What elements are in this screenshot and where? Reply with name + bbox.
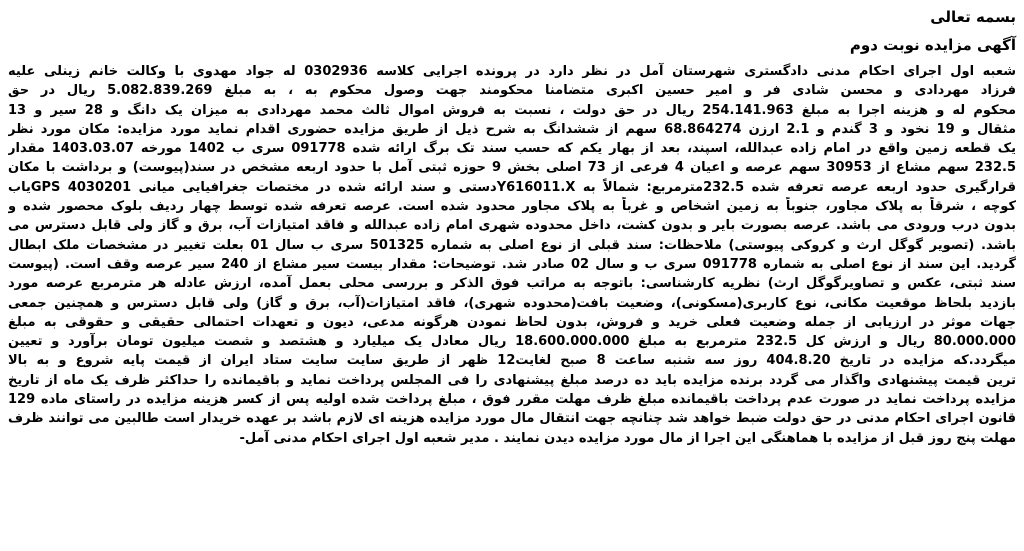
- notice-line: یک قطعه زمین واقع در امام زاده عبدالله، اسپند، بعد از بهار یکم که حسب سند تک برگ ارائه شده 091778 سری ب 1402 مورخه 1403.03.07 مقدار: [8, 141, 1016, 157]
- notice-line: 232.5 سهم مشاع از 30953 سهم عرصه و اعیان 4 فرعی از 73 اصلی بخش 9 حوزه ثبتی آمل با حدود اربعه مشخص در سند(پیوست) و برداشت با مکان: [8, 160, 1016, 176]
- notice-line: شعبه اول اجرای احکام مدنی دادگستری شهرستان آمل در نظر دارد در پرونده اجرایی کلاسه 0302936 له جواد مهدوی با وکالت خانم زینلی علیه: [8, 64, 1016, 79]
- notice-line: قرارگیری حدود اربعه عرصه تعرفه شده 232.5مترمربع: شمالاً به Y616011.Xدستی و سند ارائه شده در مختصات جغرافیایی میانی GPS 4030201یاب: [8, 179, 1016, 195]
- notice-title: آگهی مزایده نوبت دوم: [849, 36, 1016, 54]
- notice-line: قانون اجرای احکام مدنی در حق دولت ضبط خواهد شد چنانچه جهت انتقال مال مورد مزایده هزینه ای لازم باشد بر عهده خریدار است طالبین می توانند ظرف: [8, 411, 1016, 427]
- notice-line: مهلت پنج روز قبل از مزایده با هماهنگی این اجرا از مال مورد مزایده دیدن نمایند . مدیر شعبه اول اجرای احکام مدنی آمل-: [239, 430, 1016, 446]
- notice-line: باشد. (تصویر گوگل ارث و کروکی پیوستی) ملاحظات: سند قبلی از نوع اصلی به شماره 501325 سری ب سال 01 بعلت تغییر در مشخصات ملک ابطال: [8, 237, 1016, 253]
- notice-line: سند ثبتی، عکس و تصاویرگوگل ارث) نظریه کارشناسی: باتوجه به مراتب فوق الذکر و بررسی محلی بعمل آمده، ارزش عادله هر مترمربع عرصه مورد: [8, 276, 1016, 292]
- notice-line: بازدید بلحاظ موقعیت مکانی، نوع کاربری(مسکونی)، وضعیت بافت(محدوده شهری)، فاقد امتیازات(آب، برق و گاز) ولی قابل دسترس و همچنین جمعی: [8, 295, 1016, 311]
- notice-line: 80.000.000 ریال و ارزش کل 232.5 مترمربع به مبلغ 18.600.000.000 ریال معادل یک میلیارد و هشتصد و شصت میلیون تومان برآورد و تعیین: [8, 334, 1016, 350]
- notice-line: کوچه ، شرقاً به پلاک مجاور، جنوباً به زمین اشخاص و غرباً به پلاک مجاور محدود شده است. عرصه تعرفه شده توسط چهار ردیف بلوک محصور شده و: [8, 199, 1016, 215]
- notice-line: میگردد.که مزایده در تاریخ 404.8.20 روز سه شنبه ساعت 8 صبح لغایت12 ظهر از طریق سایت سایت ستاد ایران از قیمت پایه شروع و به بالا: [8, 353, 1016, 369]
- notice-line: بدون درب ورودی می باشد. عرصه بصورت بایر و بدون کشت، داخل محدوده شهری امام زاده عبدالله و فاقد امتیازات آب، برق و گاز ولی قابل دسترس می: [8, 218, 1016, 234]
- notice-line: مثقال و 19 نخود و 3 گندم و 2.1 ارزن 68.864274 سهم از ششدانگ به شرح ذیل از طریق مزایده حضوری اقدام نماید مورد مزایده: مکان مورد نظر: [8, 121, 1016, 137]
- notice-line: محکوم له و هزینه اجرا به مبلغ 254.141.963 ریال در حق دولت ، نسبت به فروش اموال ثالث محمد مهردادی به میزان یک دانگ و 28 سیر و 13: [8, 102, 1016, 118]
- notice-line: ترین قیمت پیشنهادی واگذار می گردد برنده مزایده باید ده درصد مبلغ پیشنهادی را فی المجلس پرداخت نماید و باقیمانده را حداکثر ظرف یک ماه از تاریخ: [8, 372, 1016, 388]
- notice-line: جهات موثر در ارزیابی از جمله وضعیت فعلی خرید و فروش، بدون لحاظ نمودن هرگونه مدعی، دیون و تعهدات احتمالی حقیقی و حقوقی به مبلغ: [8, 314, 1016, 330]
- basmala-heading: بسمه تعالی: [930, 8, 1016, 26]
- notice-line: مزایده پرداخت نماید در صورت عدم پرداخت باقیمانده مبلغ ظرف مهلت مقرر فوق ، مبلغ پرداخت شده اولیه پس از کسر هزینه مزایده در راستای ماده 129: [8, 392, 1016, 408]
- notice-line: فرزاد مهردادی و محسن شادی فر و امیر حسین اکبری متضامنا محکومند جهت وصول محکوم به ، به مبلغ 5.082.839.269 ریال در حق: [8, 83, 1016, 99]
- notice-body: [8, 62, 1016, 448]
- notice-line: گردید. این سند از نوع اصلی به شماره 091778 سری ب و سال 02 صادر شد. توضیحات: مقدار بیست سیر مشاع از 240 سیر عرصه وقف است. (پیوست: [8, 256, 1016, 272]
